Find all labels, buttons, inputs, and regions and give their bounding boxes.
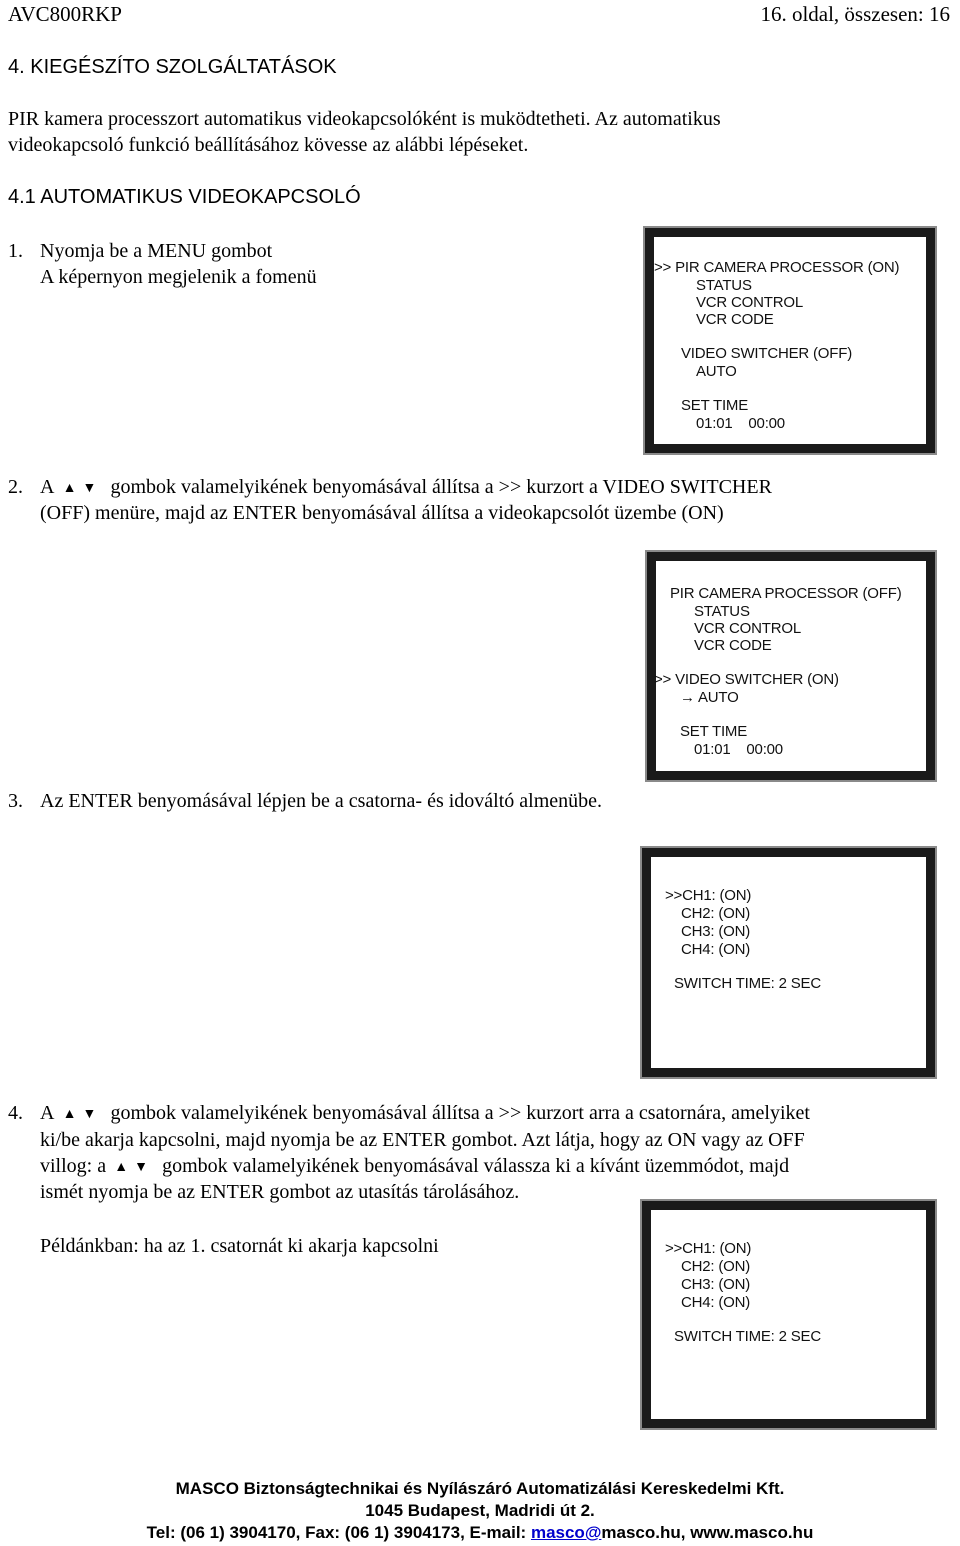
step-1-number: 1. <box>8 240 23 262</box>
step-1-line-2: A képernyon megjelenik a fomenü <box>40 266 317 288</box>
switch-time-line: SWITCH TIME: 2 SEC <box>674 1328 821 1345</box>
step-2-pre: A <box>40 476 55 498</box>
menu-line-vcr-control: VCR CONTROL <box>694 620 801 637</box>
step-2-post: gombok valamelyikének benyomásával állítsa a >> kurzort a VIDEO SWITCHER <box>110 476 772 498</box>
menu-line-time-value: 01:01 00:00 <box>696 415 785 432</box>
step-2-number: 2. <box>8 476 23 498</box>
channel-line-ch1: >>CH1: (ON) <box>665 1240 752 1257</box>
menu-line-auto: AUTO <box>696 363 737 380</box>
menu-line-set-time: SET TIME <box>681 397 749 414</box>
menu-line-vcr-code: VCR CODE <box>696 311 774 328</box>
menu-line-set-time: SET TIME <box>680 723 748 740</box>
step-4-line-4: ismét nyomja be az ENTER gombot az utasítás tárolásához. <box>40 1181 520 1203</box>
up-down-arrows-icon: ▲▼ <box>114 1160 154 1175</box>
channel-line-ch2: CH2: (ON) <box>681 905 751 922</box>
menu-line-status: STATUS <box>694 603 750 620</box>
step-2-line-2: (OFF) menüre, majd az ENTER benyomásával állítsa a videokapcsolót üzembe (ON) <box>40 502 724 524</box>
screen-main-menu <box>645 228 935 453</box>
footer-company: MASCO Biztonságtechnikai és Nyílászáró Automatizálási Kereskedelmi Kft. <box>175 1479 785 1498</box>
channel-line-ch4: CH4: (ON) <box>681 941 751 958</box>
screen-channel-menu-example <box>642 1201 935 1428</box>
section-title: 4. KIEGÉSZÍTO SZOLGÁLTATÁSOK <box>8 56 337 78</box>
footer-contact-web: masco.hu, www.masco.hu <box>601 1523 814 1542</box>
channel-line-ch3: CH3: (ON) <box>681 923 751 940</box>
menu-line-video-switcher: VIDEO SWITCHER (OFF) <box>681 345 852 362</box>
step-4-line-3-post: gombok valamelyikének benyomásával válassza ki a kívánt üzemmódot, majd <box>162 1155 790 1177</box>
channel-line-ch2: CH2: (ON) <box>681 1258 751 1275</box>
up-down-arrows-icon: ▲▼ <box>62 1107 103 1122</box>
menu-line-video-switcher: >> VIDEO SWITCHER (ON) <box>654 671 839 688</box>
channel-line-ch3: CH3: (ON) <box>681 1276 751 1293</box>
page-info: 16. oldal, összesen: 16 <box>760 2 950 26</box>
email-link[interactable]: masco@ <box>530 1523 602 1542</box>
step-1-line-1: Nyomja be a MENU gombot <box>40 240 273 262</box>
menu-line-vcr-control: VCR CONTROL <box>696 294 803 311</box>
step-4-number: 4. <box>8 1102 23 1124</box>
menu-line-pir-camera: PIR CAMERA PROCESSOR (OFF) <box>670 585 902 602</box>
screen-switcher-menu <box>647 552 935 780</box>
menu-line-pir-camera: >> PIR CAMERA PROCESSOR (ON) <box>654 259 900 276</box>
step-2-line-1 <box>40 474 772 502</box>
step-4-post: gombok valamelyikének benyomásával állítsa a >> kurzort arra a csatornára, amelyiket <box>110 1102 810 1124</box>
step-3-number: 3. <box>8 790 23 812</box>
step-4-line-3-pre: villog: a <box>40 1155 107 1177</box>
subsection-title: 4.1 AUTOMATIKUS VIDEOKAPCSOLÓ <box>8 186 361 208</box>
step-4-line-2: ki/be akarja kapcsolni, majd nyomja be az ENTER gombot. Azt látja, hogy az ON vagy az OFF <box>40 1129 805 1151</box>
step-4-line-3 <box>40 1153 789 1181</box>
switch-time-line: SWITCH TIME: 2 SEC <box>674 975 821 992</box>
step-4-pre: A <box>40 1102 55 1124</box>
menu-line-time-value: 01:01 00:00 <box>694 741 783 758</box>
up-down-arrows-icon: ▲▼ <box>62 481 103 496</box>
step-3-text: Az ENTER benyomásával lépjen be a csatorna- és idováltó almenübe. <box>40 790 603 812</box>
step-4-example: Példánkban: ha az 1. csatornát ki akarja kapcsolni <box>40 1235 439 1257</box>
step-4-line-1 <box>40 1100 810 1128</box>
document-code: AVC800RKP <box>8 2 122 26</box>
footer-contact-phones: Tel: (06 1) 3904170, Fax: (06 1) 3904173, E-mail: <box>146 1523 531 1542</box>
menu-line-vcr-code: VCR CODE <box>694 637 772 654</box>
menu-line-status: STATUS <box>696 277 752 294</box>
footer-contact <box>0 1523 960 1543</box>
screen-channel-menu <box>642 848 935 1077</box>
channel-line-ch1: >>CH1: (ON) <box>665 887 752 904</box>
menu-line-auto: → AUTO <box>680 689 739 706</box>
intro-line-2: videokapcsoló funkció beállításához kövesse az alábbi lépéseket. <box>8 134 529 156</box>
intro-line-1: PIR kamera processzort automatikus videokapcsolóként is muködtetheti. Az automatikus <box>8 108 721 130</box>
footer-address: 1045 Budapest, Madridi út 2. <box>365 1501 595 1520</box>
channel-line-ch4: CH4: (ON) <box>681 1294 751 1311</box>
